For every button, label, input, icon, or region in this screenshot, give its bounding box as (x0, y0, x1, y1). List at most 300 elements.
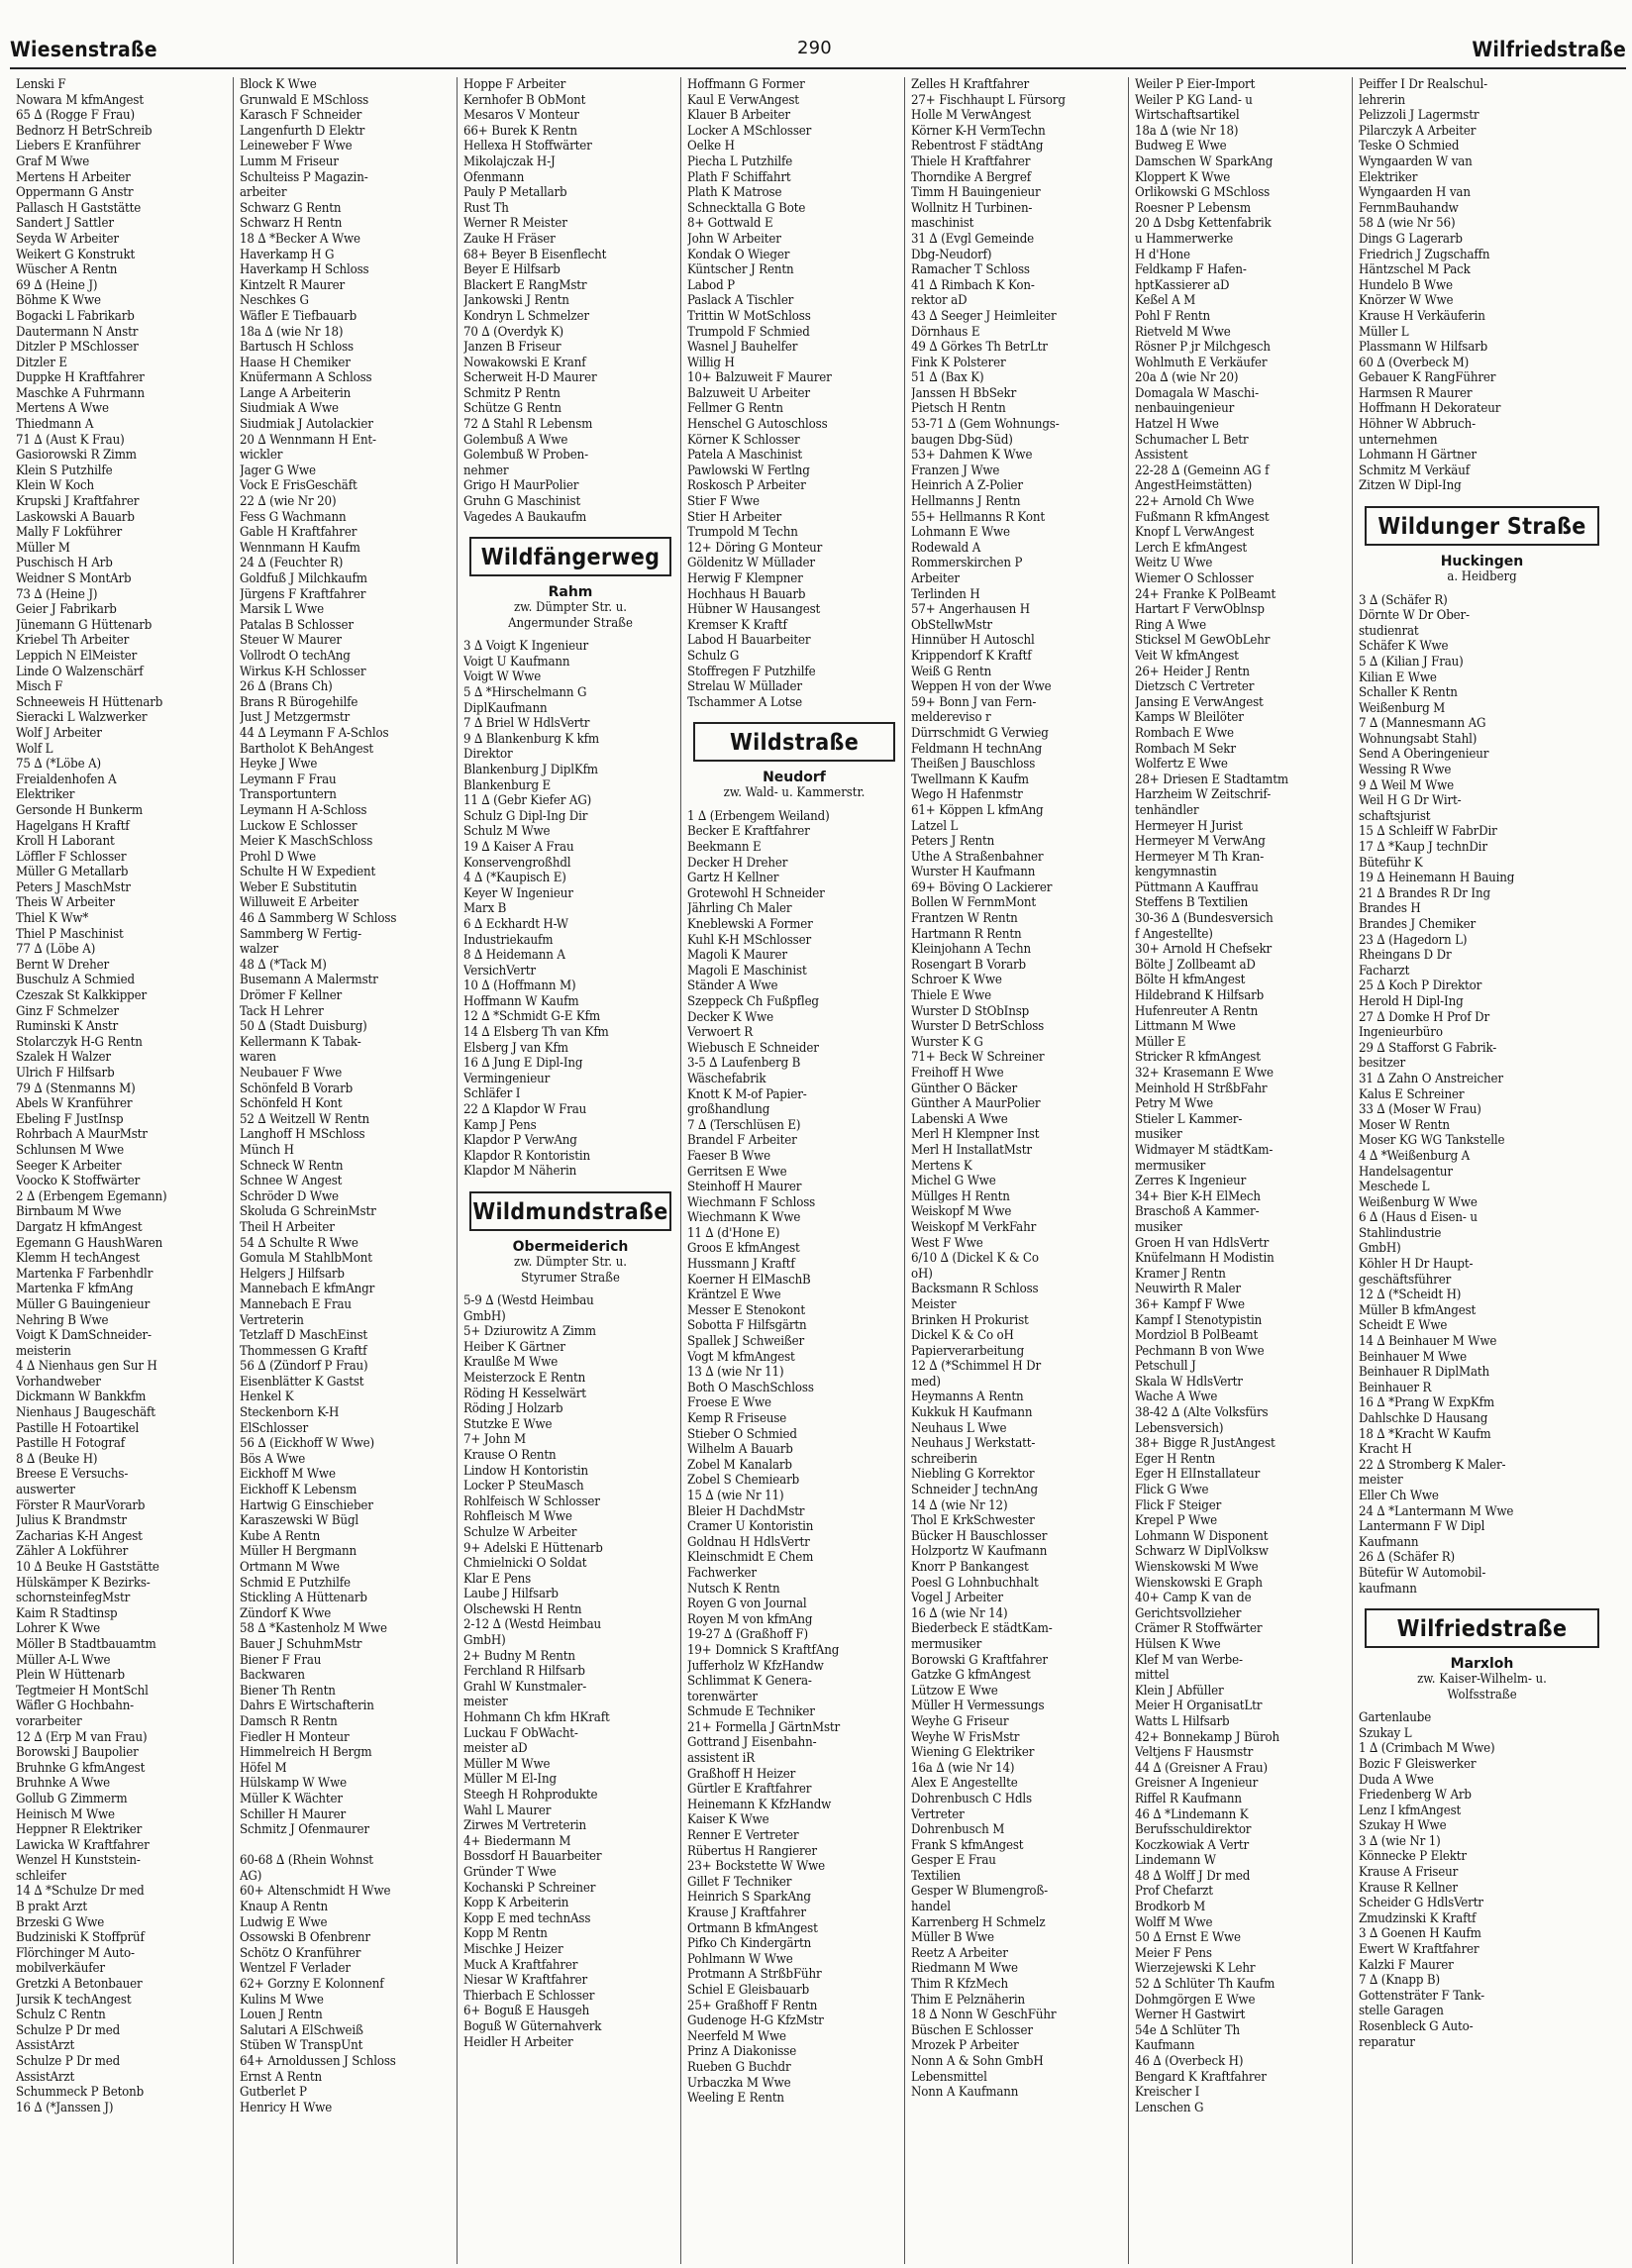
directory-entry: Kilian E Wwe (1359, 670, 1437, 685)
directory-entry: Wäfler G Hochbahn- (16, 1699, 135, 1714)
directory-entry: Vorhandweber (16, 1374, 101, 1390)
directory-entry: Ring A Wwe (1135, 617, 1206, 633)
directory-entry: Gesper E Frau (911, 1853, 996, 1869)
directory-entry: Weiß G Rentn (911, 664, 992, 679)
directory-column (905, 77, 1129, 2264)
directory-entry: Wollnitz H Turbinen- (911, 200, 1033, 216)
directory-entry: Stricker R kfmAngest (1135, 1050, 1261, 1066)
directory-entry: Wurster D BetrSchloss (911, 1019, 1045, 1035)
directory-entry: Hülskämper K Bezirks- (16, 1575, 151, 1591)
directory-entry: 3 ∆ (Schäfer R) (1359, 592, 1448, 608)
directory-entry: 31 ∆ (Evgl Gemeinde (911, 231, 1035, 247)
directory-entry: Jager G Wwe (240, 463, 316, 478)
directory-entry: Fess G Wachmann (240, 509, 347, 525)
directory-entry: Prinz A Diakonisse (687, 2044, 797, 2060)
directory-entry: Egemann G HaushWaren (16, 1235, 163, 1251)
directory-entry: Plein W Hüttenarb (16, 1668, 125, 1684)
page-number: 290 (797, 38, 832, 58)
directory-entry: 22 ∆ Stromberg K Maler- (1359, 1457, 1506, 1473)
directory-entry: Trumpold F Schmied (687, 324, 810, 340)
directory-entry: Messer E Stenokont (687, 1302, 805, 1318)
directory-entry: Steckenborn K-H (240, 1405, 340, 1421)
directory-entry: FernmBauhandw (1359, 200, 1459, 216)
directory-entry: Wego H Hafenmstr (911, 787, 1023, 803)
directory-entry: Gatzke G kfmAngest (911, 1668, 1031, 1684)
directory-entry: Klapdor P VerwAng (463, 1133, 577, 1149)
directory-entry: Gruhn G Maschinist (463, 494, 581, 510)
directory-entry: Ernst A Rentn (240, 2069, 322, 2085)
directory-entry: Grunwald E MSchloss (240, 92, 369, 108)
directory-entry: Crämer R Stoffwärter (1135, 1621, 1263, 1637)
directory-entry: Herwig F Klempner (687, 571, 803, 586)
directory-entry: Hermeyer H Jurist (1135, 818, 1243, 834)
directory-entry: Kaufmann (1359, 1534, 1419, 1550)
directory-entry: Wolfertz E Wwe (1135, 757, 1228, 773)
street-heading: Wildstraße (693, 722, 895, 762)
directory-entry: Geier J Fabrikarb (16, 602, 117, 618)
directory-entry: Budziniski K Stoffprüf (16, 1930, 145, 1946)
directory-entry: 22 ∆ (wie Nr 20) (240, 494, 337, 510)
directory-entry: Wienskowski M Wwe (1135, 1560, 1259, 1575)
directory-entry: Keyer W Ingenieur (463, 885, 573, 901)
directory-entry: Gutberlet P (240, 2085, 307, 2101)
directory-entry: 4 ∆ (*Kaupisch E) (463, 871, 566, 886)
directory-entry: Kemp R Friseuse (687, 1411, 787, 1426)
directory-entry: Elsberg J van Kfm (463, 1040, 568, 1056)
directory-entry: 71+ Beck W Schreiner (911, 1050, 1045, 1066)
directory-entry: handel (911, 1900, 951, 1915)
directory-entry: Schnee W Angest (240, 1174, 343, 1189)
directory-entry: Kulins M Wwe (240, 1992, 324, 2008)
directory-entry: Bernt W Dreher (16, 957, 109, 973)
directory-entry: Hartwig G Einschieber (240, 1497, 373, 1513)
directory-entry: Neuwirth R Maler (1135, 1282, 1241, 1297)
directory-entry: Schwarz G Rentn (240, 200, 342, 216)
directory-entry: Labod H Bauarbeiter (687, 633, 811, 649)
directory-entry: Schlimmat K Genera- (687, 1674, 812, 1690)
directory-entry: Klapdor M Näherin (463, 1164, 577, 1180)
directory-columns (10, 77, 1626, 2264)
directory-entry: Schulze P Dr med (16, 2054, 121, 2069)
directory-entry: 12 ∆ (*Scheidt H) (1359, 1288, 1462, 1303)
directory-entry: Pietsch H Rentn (911, 401, 1006, 417)
directory-entry: Büschen E Schlosser (911, 2022, 1033, 2038)
directory-entry: Lohrer K Wwe (16, 1621, 101, 1637)
directory-entry: schleifer (16, 1868, 66, 1884)
directory-entry: Zobel S Chemiearb (687, 1473, 800, 1489)
directory-entry: Ebeling F JustInsp (16, 1111, 124, 1127)
directory-entry: 68+ Beyer B Eisenflecht (463, 247, 607, 262)
directory-entry: Kräntzel E Wwe (687, 1288, 781, 1303)
directory-entry: 7 ∆ (Terschlüsen E) (687, 1117, 801, 1133)
directory-entry: 60-68 ∆ (Rhein Wohnst (240, 1853, 373, 1869)
directory-entry: auswerter (16, 1483, 75, 1498)
directory-entry: Marx B (463, 901, 507, 917)
directory-entry: Watts L Hilfsarb (1135, 1713, 1230, 1729)
directory-entry: baugen Dbg-Süd) (911, 432, 1013, 448)
header-street-end: Wilfriedstraße (1472, 38, 1626, 61)
directory-entry: Zündorf K Wwe (240, 1605, 332, 1621)
directory-entry: meister aD (463, 1741, 528, 1757)
directory-entry: Stier H Arbeiter (687, 509, 781, 525)
directory-entry: Blankenburg E (463, 777, 552, 793)
directory-entry: 58 ∆ *Kastenholz M Wwe (240, 1621, 387, 1637)
directory-entry: Böhme K Wwe (16, 293, 101, 309)
directory-entry: Karasch F Schneider (240, 108, 362, 124)
directory-entry: Henkel K (240, 1390, 294, 1405)
directory-entry: Beinhauer M Wwe (1359, 1349, 1468, 1365)
directory-entry: Groos E kfmAngest (687, 1241, 800, 1257)
directory-entry: Meschede L (1359, 1180, 1430, 1195)
directory-entry: Rombach E Wwe (1135, 725, 1234, 741)
directory-entry: Gartz H Kellner (687, 871, 779, 886)
directory-entry: Janssen H BbSekr (911, 385, 1017, 401)
directory-entry: Beinhauer R DiplMath (1359, 1365, 1490, 1381)
directory-entry: Wiebusch E Schneider (687, 1040, 819, 1056)
directory-column (10, 77, 234, 2264)
directory-entry: B prakt Arzt (16, 1900, 87, 1915)
directory-entry: Kamps W Bleilöter (1135, 710, 1244, 726)
directory-entry: Rust Th (463, 200, 509, 216)
directory-entry: Janzen B Friseur (463, 340, 561, 356)
directory-entry: 70 ∆ (Overdyk K) (463, 324, 564, 340)
directory-entry: Schmude E Techniker (687, 1704, 815, 1720)
directory-entry: reparatur (1359, 2034, 1415, 2050)
directory-entry: Ramacher T Schloss (911, 262, 1030, 278)
directory-entry: 26+ Heider J Rentn (1135, 664, 1250, 679)
directory-entry: Wüscher A Rentn (16, 262, 118, 278)
street-location-note: zw. Kaiser-Wilhelm- u. (1417, 1672, 1547, 1688)
directory-entry: 50 ∆ (Stadt Duisburg) (240, 1019, 367, 1035)
directory-entry: Bartusch H Schloss (240, 340, 354, 356)
directory-entry: Hoffmann G Former (687, 77, 805, 92)
directory-entry: 12 ∆ *Schmidt G-E Kfm (463, 1009, 600, 1025)
directory-entry: 1 ∆ (Erbengem Weiland) (687, 808, 830, 824)
directory-entry: Stüben W TranspUnt (240, 2038, 363, 2054)
directory-entry: Jufferholz W KfzHandw (687, 1658, 824, 1674)
directory-entry: 5 ∆ (Kilian J Frau) (1359, 654, 1464, 670)
directory-entry: Timm H Bauingenieur (911, 185, 1041, 201)
directory-entry: schaftsjurist (1359, 808, 1431, 824)
directory-entry: Kochanski P Schreiner (463, 1880, 596, 1896)
directory-entry: Kaiser K Wwe (687, 1812, 769, 1828)
directory-entry: Jansing E VerwAngest (1135, 694, 1264, 710)
directory-entry: Pilarczyk A Arbeiter (1359, 123, 1477, 139)
directory-entry: Dohrenbusch C Hdls (911, 1791, 1032, 1806)
directory-entry: 16a ∆ (wie Nr 14) (911, 1760, 1015, 1776)
directory-entry: Ginz F Schmelzer (16, 1003, 119, 1019)
directory-entry: Hildebrand K Hilfsarb (1135, 988, 1265, 1004)
directory-entry: Szukay L (1359, 1725, 1412, 1741)
directory-entry: Pechmann B von Wwe (1135, 1343, 1265, 1359)
directory-entry: Wilhelm A Bauarb (687, 1442, 793, 1458)
directory-entry: Lenz I kfmAngest (1359, 1803, 1462, 1818)
directory-entry: Neuhaus J Werkstatt- (911, 1436, 1036, 1452)
directory-entry: Plath F Schiffahrt (687, 169, 791, 185)
street-location-note: Wolfsstraße (1447, 1687, 1517, 1702)
directory-entry: Rebentrost F städtAng (911, 139, 1044, 155)
directory-entry: Schäfer K Wwe (1359, 639, 1449, 655)
directory-entry: Vertreterin (240, 1312, 304, 1328)
directory-entry: Twellmann K Kaufm (911, 772, 1029, 787)
directory-entry: Becker E Kraftfahrer (687, 824, 810, 840)
directory-entry: Biener Th Rentn (240, 1683, 336, 1699)
directory-entry: Holzportz W Kaufmann (911, 1544, 1048, 1560)
directory-entry: 48 ∆ (*Tack M) (240, 957, 327, 973)
directory-entry: Nehring B Wwe (16, 1312, 109, 1328)
directory-entry: Vollrodt O techAng (240, 648, 351, 664)
directory-entry: Oppermann G Anstr (16, 185, 134, 201)
directory-entry: Czeszak St Kalkkipper (16, 988, 147, 1004)
directory-entry: Pastille H Fotograf (16, 1436, 126, 1452)
directory-entry: 16 ∆ *Prang W ExpKfm (1359, 1395, 1494, 1411)
directory-entry: Müllges H Rentn (911, 1188, 1010, 1204)
directory-entry: Siudmiak J Autolackier (240, 417, 373, 433)
directory-entry: Knorr P Bankangest (911, 1560, 1029, 1575)
directory-entry: Sammberg W Fertig- (240, 926, 361, 942)
directory-entry: Golembuß A Wwe (463, 432, 568, 448)
directory-entry: Mischke J Heizer (463, 1941, 563, 1957)
directory-entry: 9 ∆ Blankenburg K kfm (463, 731, 600, 747)
directory-entry: Abels W Kranführer (16, 1096, 133, 1112)
directory-entry: Tschammer A Lotse (687, 694, 803, 710)
directory-entry: Meister (911, 1296, 957, 1312)
directory-entry: Neschkes G (240, 293, 309, 309)
directory-entry: 79 ∆ (Stenmanns M) (16, 1081, 136, 1096)
directory-entry: Günther O Bäcker (911, 1081, 1018, 1096)
directory-entry: 44 ∆ (Greisner A Frau) (1135, 1760, 1268, 1776)
directory-entry: Wolf J Arbeiter (16, 725, 102, 741)
directory-entry: Feldkamp F Hafen- (1135, 262, 1247, 278)
directory-entry: 23 ∆ (Hagedorn L) (1359, 932, 1468, 948)
directory-entry: ObStellwMstr (911, 617, 992, 633)
directory-entry: Wiemer O Schlosser (1135, 571, 1254, 586)
directory-entry: Kernhofer B ObMont (463, 92, 586, 108)
district-name: Marxloh (1450, 1656, 1514, 1673)
directory-entry: Zauke H Fräser (463, 231, 556, 247)
directory-entry: 14 ∆ (wie Nr 12) (911, 1497, 1008, 1513)
directory-entry: Rodewald A (911, 540, 981, 556)
directory-entry: 56 ∆ (Zündorf P Frau) (240, 1359, 368, 1375)
directory-entry: Heymanns A Rentn (911, 1390, 1024, 1405)
directory-entry: Schönfeld H Kont (240, 1096, 343, 1112)
directory-entry: Schummeck P Betonb (16, 2085, 145, 2101)
directory-entry: 66+ Burek K Rentn (463, 123, 577, 139)
directory-entry: waren (240, 1050, 276, 1066)
directory-entry: Ossowski B Ofenbrenr (240, 1930, 370, 1946)
directory-entry: Lenschen G (1135, 2100, 1204, 2115)
directory-column (681, 77, 905, 2264)
directory-entry: Mordziol B PolBeamt (1135, 1328, 1259, 1344)
directory-entry: 72 ∆ Stahl R Lebensm (463, 417, 593, 433)
directory-entry: Michel G Wwe (911, 1174, 996, 1189)
directory-entry: Herold H Dipl-Ing (1359, 993, 1464, 1009)
directory-entry: Müller B Wwe (911, 1930, 994, 1946)
directory-entry: Laube J Hilfsarb (463, 1587, 559, 1602)
directory-entry: Louen J Rentn (240, 2008, 323, 2023)
directory-entry: Meier F Pens (1135, 1945, 1212, 1961)
directory-entry: Duda A Wwe (1359, 1772, 1434, 1788)
directory-entry: Röding J Holzarb (463, 1401, 563, 1417)
directory-entry: Gretzki A Betonbauer (16, 1977, 143, 1993)
directory-entry: Seeger K Arbeiter (16, 1158, 122, 1174)
directory-entry: GmbH) (463, 1308, 506, 1324)
directory-entry: Sieracki L Walzwerker (16, 710, 148, 726)
directory-entry: torenwärter (687, 1689, 758, 1704)
directory-entry: Mertens A Wwe (16, 401, 109, 417)
directory-entry: 15 ∆ Schleiff W FabrDir (1359, 824, 1497, 840)
directory-entry: Kneblewski A Former (687, 917, 813, 932)
directory-entry: 61+ Köppen L kfmAng (911, 802, 1044, 818)
directory-entry: Eisenblätter K Gastst (240, 1374, 364, 1390)
directory-entry: nehmer (463, 463, 509, 478)
street-location-note: zw. Wald- u. Kammerstr. (723, 785, 866, 801)
directory-entry: Müller M (16, 540, 70, 556)
directory-entry: Flick F Steiger (1135, 1497, 1222, 1513)
directory-entry: Weyhe W FrisMstr (911, 1729, 1020, 1745)
directory-entry: Julius K Brandmstr (16, 1513, 127, 1529)
directory-entry: H d'Hone (1135, 247, 1190, 262)
directory-entry: Haverkamp H Schloss (240, 262, 369, 278)
directory-entry: Friedenberg W Arb (1359, 1788, 1472, 1804)
directory-entry: AssistArzt (16, 2038, 75, 2054)
directory-entry: tenhändler (1135, 802, 1199, 818)
directory-entry: Weißenburg W Wwe (1359, 1194, 1478, 1210)
directory-entry: Frank S kfmAngest (911, 1837, 1024, 1853)
directory-entry: 17 ∆ *Kaup J technDir (1359, 840, 1487, 856)
directory-entry: mermusiker (1135, 1158, 1206, 1174)
directory-entry: Grigo H MaurPolier (463, 478, 579, 494)
directory-entry: Willig H (687, 355, 735, 370)
directory-entry: 26 ∆ (Brans Ch) (240, 679, 333, 695)
directory-entry: 55+ Hellmanns R Kont (911, 509, 1045, 525)
directory-entry: Mertens K (911, 1158, 972, 1174)
directory-entry: Steuer W Maurer (240, 633, 342, 649)
directory-entry: Riffel R Kaufmann (1135, 1791, 1242, 1806)
directory-entry: Gerichtsvollzieher (1135, 1605, 1242, 1621)
directory-entry: Transportuntern (240, 787, 337, 803)
directory-entry: Greisner A Ingenieur (1135, 1776, 1259, 1792)
directory-entry: Gasiorowski R Zimm (16, 448, 137, 464)
directory-entry: Möller B Stadtbauamtm (16, 1636, 156, 1652)
directory-entry: Schulze W Arbeiter (463, 1524, 577, 1540)
directory-entry: 4 ∆ Nienhaus gen Sur H (16, 1359, 157, 1375)
directory-entry: Wyngaarden W van (1359, 154, 1473, 169)
directory-entry: Mertens H Arbeiter (16, 169, 131, 185)
directory-entry: Pallasch H Gaststätte (16, 200, 142, 216)
directory-entry: Meinhold H StrßbFahr (1135, 1081, 1268, 1096)
directory-entry: wickler (240, 448, 283, 464)
directory-entry: Heppner R Elektriker (16, 1822, 143, 1838)
directory-entry: Blankenburg J DiplKfm (463, 762, 598, 777)
directory-entry: Wyngaarden H van (1359, 185, 1471, 201)
directory-entry: Gillet F Techniker (687, 1874, 792, 1890)
directory-entry: Kamp J Pens (463, 1117, 537, 1133)
directory-entry: 16 ∆ Jung E Dipl-Ing (463, 1056, 583, 1072)
directory-entry: 18a ∆ (wie Nr 18) (240, 324, 344, 340)
directory-entry: Goldnau H HdlsVertr (687, 1534, 810, 1550)
directory-entry: Lohmann W Disponent (1135, 1528, 1269, 1544)
directory-entry: GmbH) (1359, 1241, 1401, 1257)
directory-entry: 21 ∆ Brandes R Dr Ing (1359, 885, 1490, 901)
directory-entry: Kroll H Laborant (16, 834, 115, 850)
directory-entry: Voigt U Kaufmann (463, 654, 570, 670)
street-location-note: Angermunder Straße (508, 615, 633, 631)
directory-entry: Royen M von kfmAng (687, 1611, 813, 1627)
directory-entry: maschinist (911, 216, 974, 232)
directory-entry: 42+ Bonnekamp J Büroh (1135, 1729, 1280, 1745)
directory-entry: Peters J MaschMstr (16, 879, 131, 895)
directory-entry: Lerch E kfmAngest (1135, 540, 1248, 556)
directory-entry: Neerfeld M Wwe (687, 2028, 786, 2044)
directory-entry: 29 ∆ Stafforst G Fabrik- (1359, 1040, 1497, 1056)
directory-entry: Dautermann N Anstr (16, 324, 139, 340)
directory-entry: Wessing R Wwe (1359, 763, 1452, 778)
directory-entry: Ofenmann (463, 169, 525, 185)
directory-entry: Schröder D Wwe (240, 1188, 339, 1204)
directory-entry: Wiening G Elektriker (911, 1745, 1035, 1761)
directory-entry: Kopp E med technAss (463, 1910, 591, 1926)
directory-entry: stelle Garagen (1359, 2004, 1444, 2019)
directory-entry: Wasnel J Bauhelfer (687, 340, 798, 356)
directory-entry: kaufmann (1359, 1581, 1417, 1597)
directory-entry: Müller G Bauingenieur (16, 1296, 151, 1312)
directory-entry: Domagala W Maschi- (1135, 385, 1259, 401)
directory-entry: Orlikowski G MSchloss (1135, 185, 1271, 201)
directory-entry: Meier H OrganisatLtr (1135, 1699, 1263, 1714)
directory-entry: Gründer T Wwe (463, 1864, 557, 1880)
directory-entry: 30-36 ∆ (Bundesversich (1135, 911, 1274, 927)
directory-entry: Himmelreich H Bergm (240, 1745, 372, 1761)
directory-entry: 5-9 ∆ (Westd Heimbau (463, 1293, 594, 1308)
directory-entry: Thol E KrkSchwester (911, 1513, 1035, 1529)
directory-entry: Stutzke E Wwe (463, 1416, 553, 1432)
directory-entry: Hinnüber H Autoschl (911, 633, 1035, 649)
directory-entry: Dietzsch C Vertreter (1135, 679, 1255, 695)
directory-entry: 1 ∆ (Crimbach M Wwe) (1359, 1741, 1495, 1757)
directory-entry: 14 ∆ Elsberg Th van Kfm (463, 1025, 609, 1041)
directory-entry: 11 ∆ (d'Hone E) (687, 1225, 780, 1241)
directory-entry: Neuhaus L Wwe (911, 1420, 1007, 1436)
directory-entry: Trittin W MotSchloss (687, 308, 811, 324)
directory-entry: Theis W Arbeiter (16, 895, 115, 911)
directory-entry: Werner H Gastwirt (1135, 2008, 1246, 2023)
directory-entry: Trumpold M Techn (687, 525, 798, 541)
directory-entry: assistent iR (687, 1751, 756, 1767)
directory-entry: Ortmann B kfmAngest (687, 1920, 818, 1936)
directory-entry: Ditzler E (16, 355, 67, 370)
directory-entry: Schwarz W DiplVolksw (1135, 1544, 1269, 1560)
directory-entry: Kube A Rentn (240, 1528, 321, 1544)
directory-entry: Maschke A Fuhrmann (16, 385, 145, 401)
directory-entry: Krause J Kraftfahrer (687, 1906, 806, 1920)
directory-entry: Nonn A & Sohn GmbH (911, 2054, 1044, 2069)
directory-entry: Hellexa H Stoffwärter (463, 139, 592, 155)
directory-entry: 16 ∆ (*Janssen J) (16, 2100, 114, 2115)
directory-entry: Just J Metzgermstr (240, 710, 351, 726)
directory-entry: Dörnte W Dr Ober- (1359, 608, 1470, 624)
directory-entry: Rommerskirchen P (911, 556, 1023, 571)
directory-entry: Veit W kfmAngest (1135, 648, 1239, 664)
directory-entry: Müller M El-Ing (463, 1772, 557, 1788)
directory-entry: Puschisch H Arb (16, 556, 113, 571)
directory-entry: meister (1359, 1473, 1403, 1489)
directory-entry: musiker (1135, 1219, 1182, 1235)
directory-entry: DiplKaufmann (463, 700, 548, 716)
directory-entry: Rueben G Buchdr (687, 2059, 791, 2075)
directory-entry: Paslack A Tischler (687, 293, 794, 309)
directory-entry: Dickmann W Bankkfm (16, 1390, 147, 1405)
